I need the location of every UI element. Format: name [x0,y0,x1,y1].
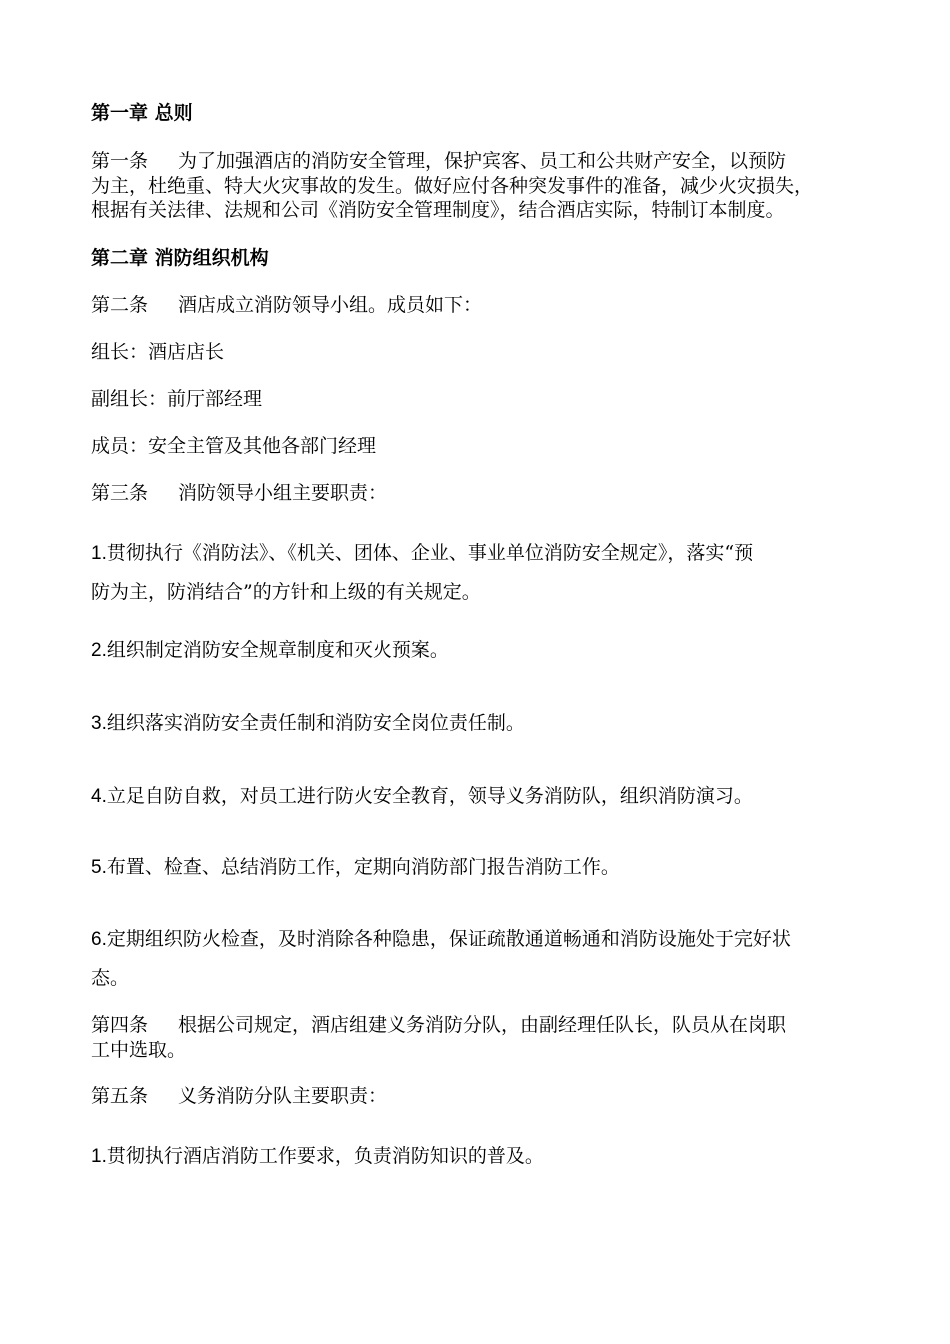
group-duty-6-line-1: 定期组织防火检查，及时消除各种隐患，保证疏散通道畅通和消防设施处于完好状 [106,928,791,950]
group-duty-5 [91,848,871,887]
group-duty-4-text: 立足自防自救，对员工进行防火安全教育，领导义务消防队，组织消防演习。 [106,785,753,807]
article-1-label: 第一条 [91,150,149,172]
article-1-line-1: 为了加强酒店的消防安全管理，保护宾客、员工和公共财产安全，以预防 [178,150,787,172]
article-4-line-1: 根据公司规定，酒店组建义务消防分队，由副经理任队长，队员从在岗职 [178,1014,787,1036]
group-duty-3-number: 3. [91,713,107,734]
group-duty-2-text: 组织制定消防安全规章制度和灭火预案。 [106,639,449,661]
group-duty-4-number: 4. [91,786,107,807]
article-2-paragraph [91,293,871,317]
article-3-text: 消防领导小组主要职责： [178,482,388,504]
team-duty-1-number: 1. [91,1146,107,1167]
group-duty-5-number: 5. [91,857,107,878]
article-4-first-line [91,1013,871,1038]
group-duty-5-text: 布置、检查、总结消防工作，定期向消防部门报告消防工作。 [106,856,620,878]
chapter-1-heading: 第一章 总则 [91,102,193,124]
team-duty-1-text: 贯彻执行酒店消防工作要求，负责消防知识的普及。 [106,1145,544,1167]
group-duty-1-number: 1. [91,543,107,564]
article-5-paragraph [91,1084,871,1108]
article-5-text: 义务消防分队主要职责： [178,1085,388,1107]
group-duty-3 [91,704,871,743]
group-duty-3-text: 组织落实消防安全责任制和消防安全岗位责任制。 [106,712,525,734]
article-4-line-2: 工中选取。 [91,1038,187,1061]
group-duty-4 [91,777,871,816]
group-duty-6-first-line [91,920,871,959]
group-duty-6 [91,920,871,997]
group-duty-2 [91,631,871,670]
group-duty-1-first-line [91,534,871,573]
article-1-first-line [91,149,871,174]
article-1-paragraph [91,149,871,223]
group-duty-1-line-1: 贯彻执行《消防法》、《机关、团体、企业、事业单位消防安全规定》，落实“预 [106,542,754,564]
group-duty-1-line-2: 防为主，防消结合”的方针和上级的有关规定。 [91,581,481,603]
article-2-text: 酒店成立消防领导小组。成员如下： [178,294,483,316]
article-2-label: 第二条 [91,294,149,316]
group-duty-6-line-2: 态。 [91,967,130,989]
team-duty-1 [91,1137,871,1176]
members-line: 成员：安全主管及其他各部门经理 [91,435,377,457]
article-1-line-2: 为主，杜绝重、特大火灾事故的发生。做好应付各种突发事件的准备，减少火灾损失， [91,174,814,197]
article-4-label: 第四条 [91,1014,149,1036]
article-3-label: 第三条 [91,482,149,504]
group-leader-line: 组长：酒店店长 [91,341,225,363]
article-4-paragraph [91,1013,871,1062]
group-duty-2-number: 2. [91,640,107,661]
article-1-line-3: 根据有关法律、法规和公司《消防安全管理制度》，结合酒店实际，特制订本制度。 [91,199,785,221]
group-duty-6-number: 6. [91,929,107,950]
group-duty-1 [91,534,871,611]
deputy-leader-line: 副组长：前厅部经理 [91,388,263,410]
article-5-label: 第五条 [91,1085,149,1107]
article-3-paragraph [91,481,871,505]
chapter-2-heading: 第二章 消防组织机构 [91,247,269,269]
